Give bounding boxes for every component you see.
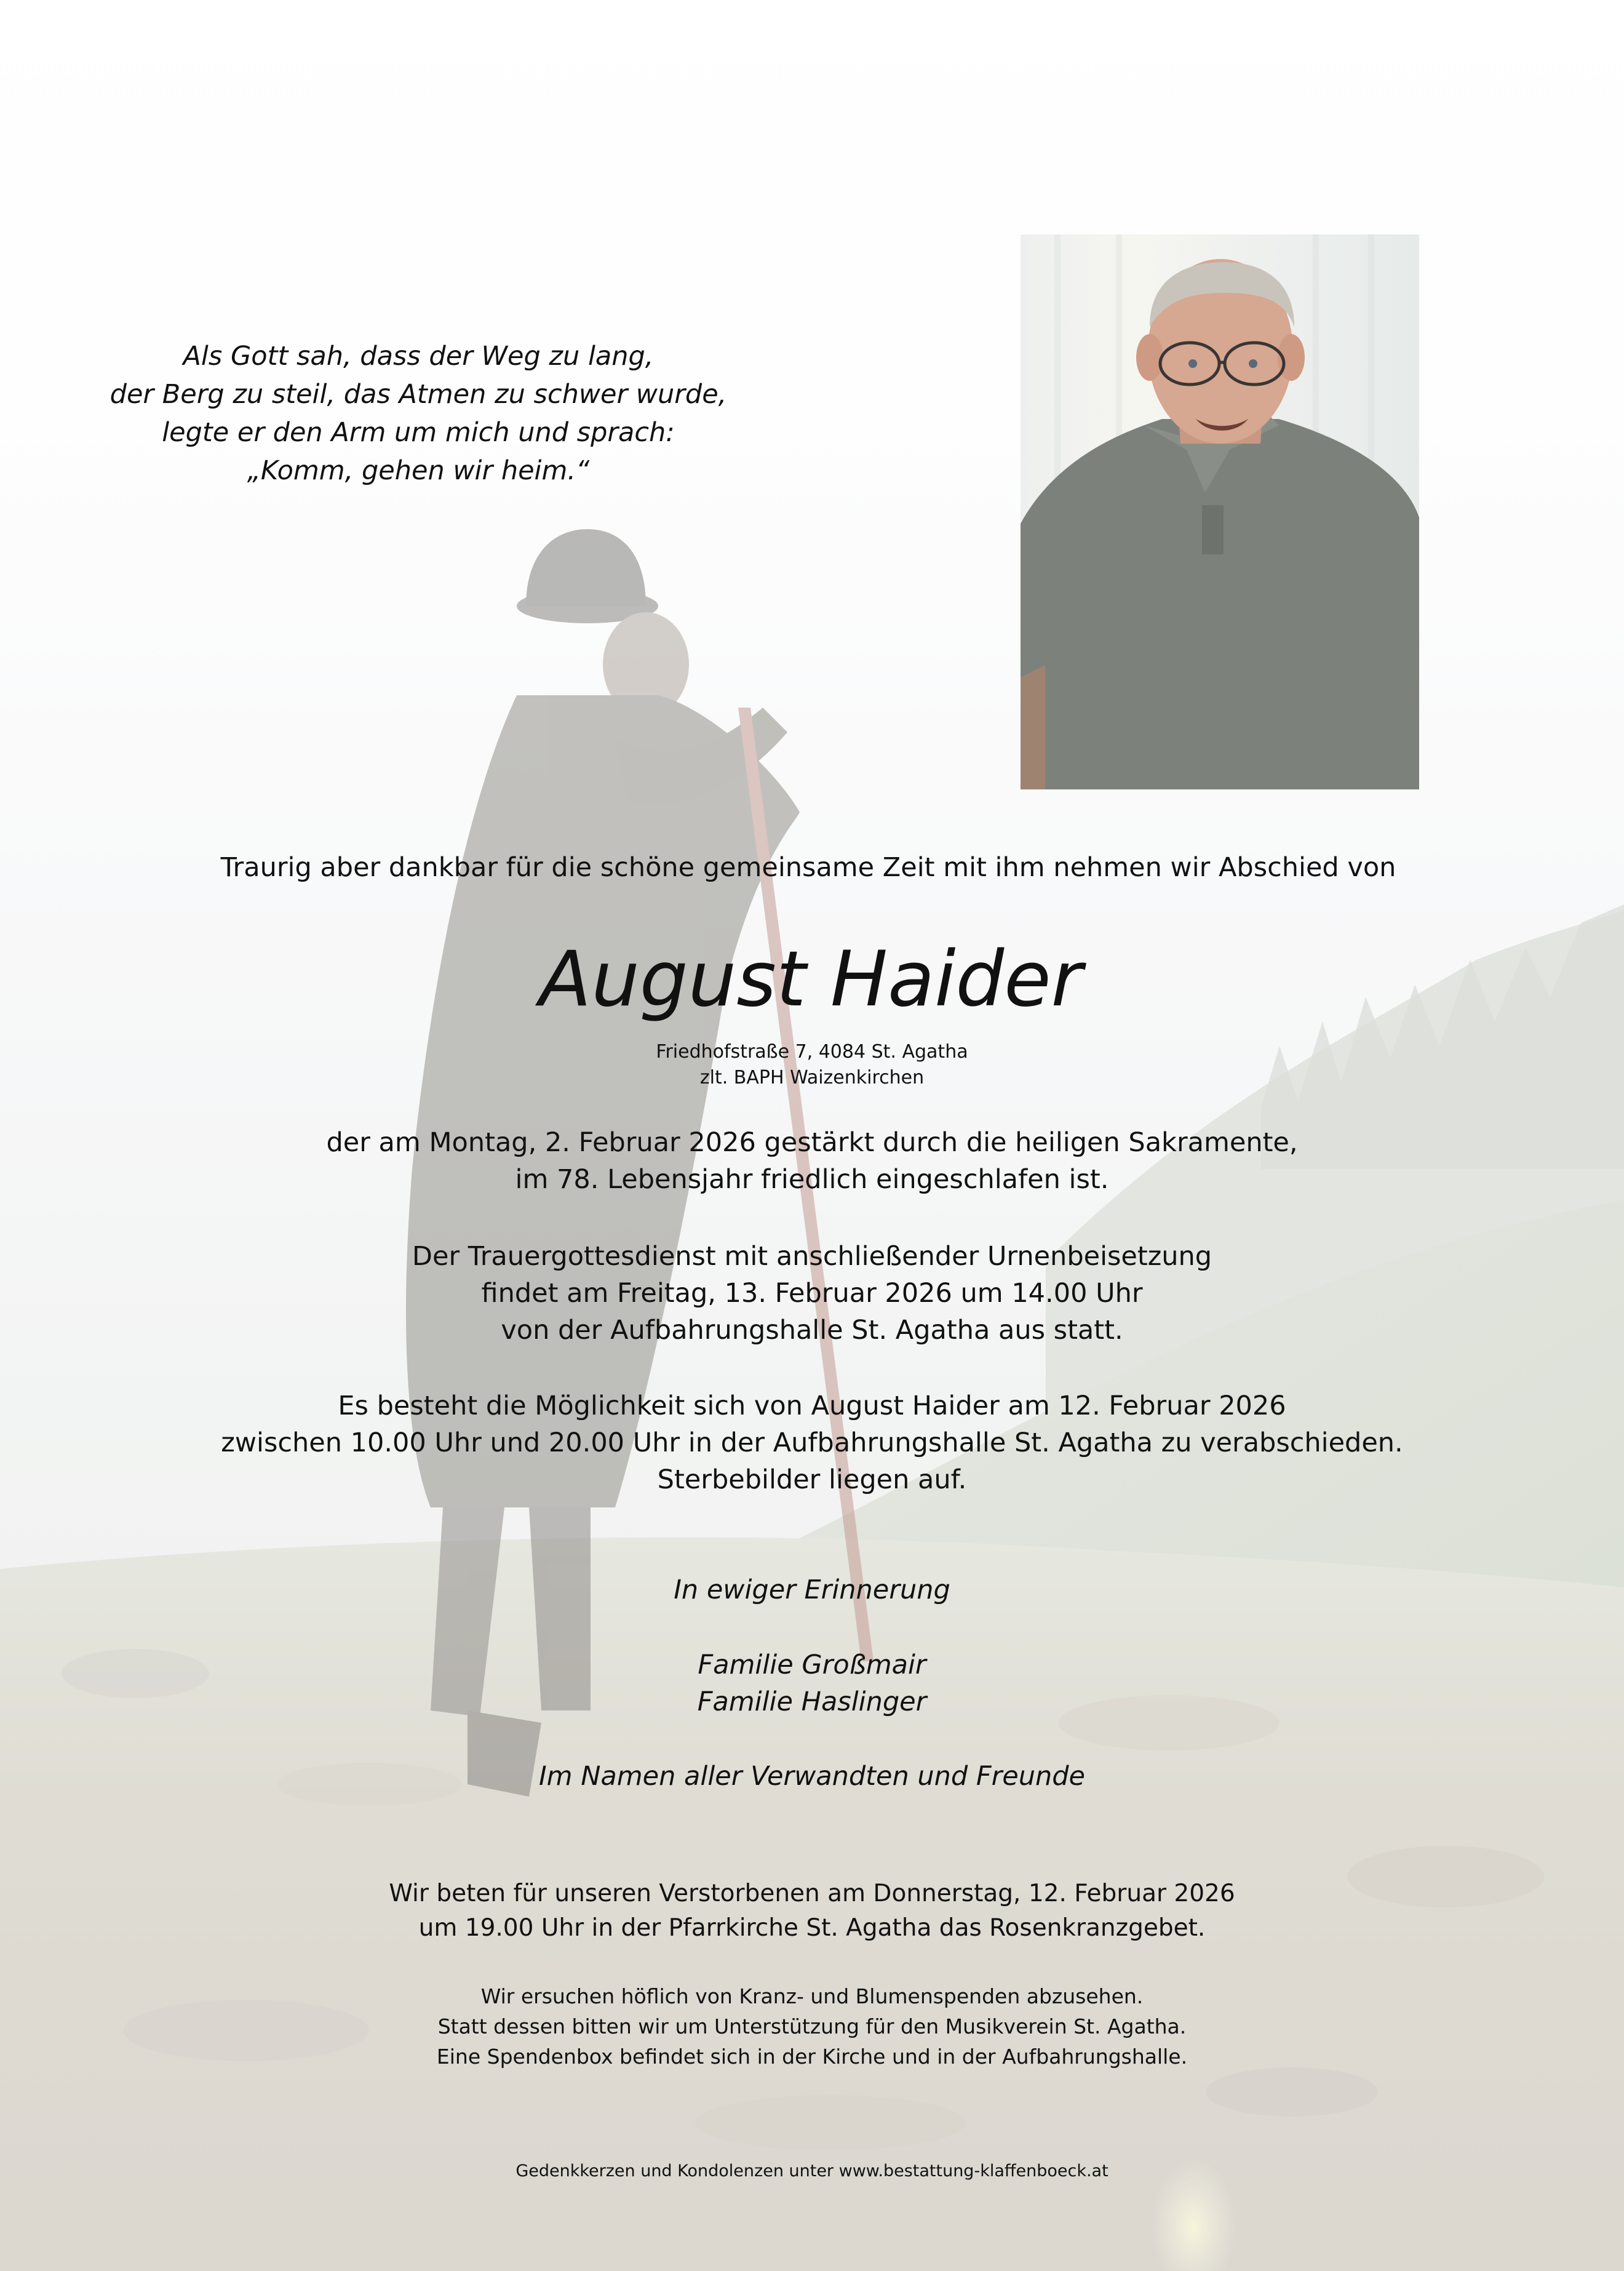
footer-condolence-link[interactable]: Gedenkkerzen und Kondolenzen unter www.bestattung-klaffenboeck.at <box>515 2161 1109 2181</box>
death-notice-line: der am Montag, 2. Februar 2026 gestärkt durch die heiligen Sakramente, <box>326 1127 1298 1158</box>
memory-text: In ewiger Erinnerung <box>674 1575 950 1605</box>
death-notice <box>0 1124 1624 1198</box>
donation-line: Eine Spendenbox befindet sich in der Kirche und in der Aufbahrungshalle. <box>436 2045 1188 2069</box>
family-name: Familie Großmair <box>698 1650 926 1680</box>
funeral-line: Der Trauergottesdienst mit anschließender Urnenbeisetzung <box>412 1241 1212 1272</box>
deceased-address-note: zlt. BAPH Waizenkirchen <box>699 1067 925 1088</box>
funeral-line: findet am Freitag, 13. Februar 2026 um 14.00 Uhr <box>481 1278 1143 1309</box>
poem-line: Als Gott sah, dass der Weg zu lang, <box>183 341 654 372</box>
viewing-info <box>0 1387 1624 1498</box>
rosary-line: um 19.00 Uhr in der Pfarrkirche St. Agatha das Rosenkranzgebet. <box>418 1914 1206 1942</box>
rosary-info <box>0 1877 1624 1946</box>
deceased-name: August Haider <box>539 935 1083 1024</box>
donation-line: Statt dessen bitten wir um Unterstützung für den Musikverein St. Agatha. <box>437 2014 1187 2038</box>
closing-text: Im Namen aller Verwandten und Freunde <box>539 1761 1085 1792</box>
poem-line: „Komm, gehen wir heim.“ <box>247 455 590 486</box>
death-notice-line: im 78. Lebensjahr friedlich eingeschlafen ist. <box>515 1164 1109 1195</box>
funeral-line: von der Aufbahrungshalle St. Agatha aus statt. <box>501 1315 1123 1346</box>
family-name: Familie Haslinger <box>697 1686 927 1717</box>
viewing-line: Sterbebilder liegen auf. <box>657 1464 967 1495</box>
deceased-address: Friedhofstraße 7, 4084 St. Agatha <box>656 1041 968 1063</box>
poem-line: der Berg zu steil, das Atmen zu schwer wurde, <box>109 379 727 410</box>
funeral-info <box>0 1238 1624 1349</box>
viewing-line: zwischen 10.00 Uhr und 20.00 Uhr in der Aufbahrungshalle St. Agatha zu verabschieden. <box>221 1427 1403 1458</box>
viewing-line: Es besteht die Möglichkeit sich von August Haider am 12. Februar 2026 <box>338 1391 1286 1421</box>
portrait-photo <box>1021 234 1419 789</box>
poem-line: legte er den Arm um mich und sprach: <box>162 417 675 448</box>
donation-info <box>0 1981 1624 2072</box>
intro-text: Traurig aber dankbar für die schöne gemeinsame Zeit mit ihm nehmen wir Abschied von <box>220 852 1396 883</box>
donation-line: Wir ersuchen höflich von Kranz- und Blumenspenden abzusehen. <box>480 1984 1144 2008</box>
rosary-line: Wir beten für unseren Verstorbenen am Donnerstag, 12. Februar 2026 <box>389 1880 1235 1907</box>
